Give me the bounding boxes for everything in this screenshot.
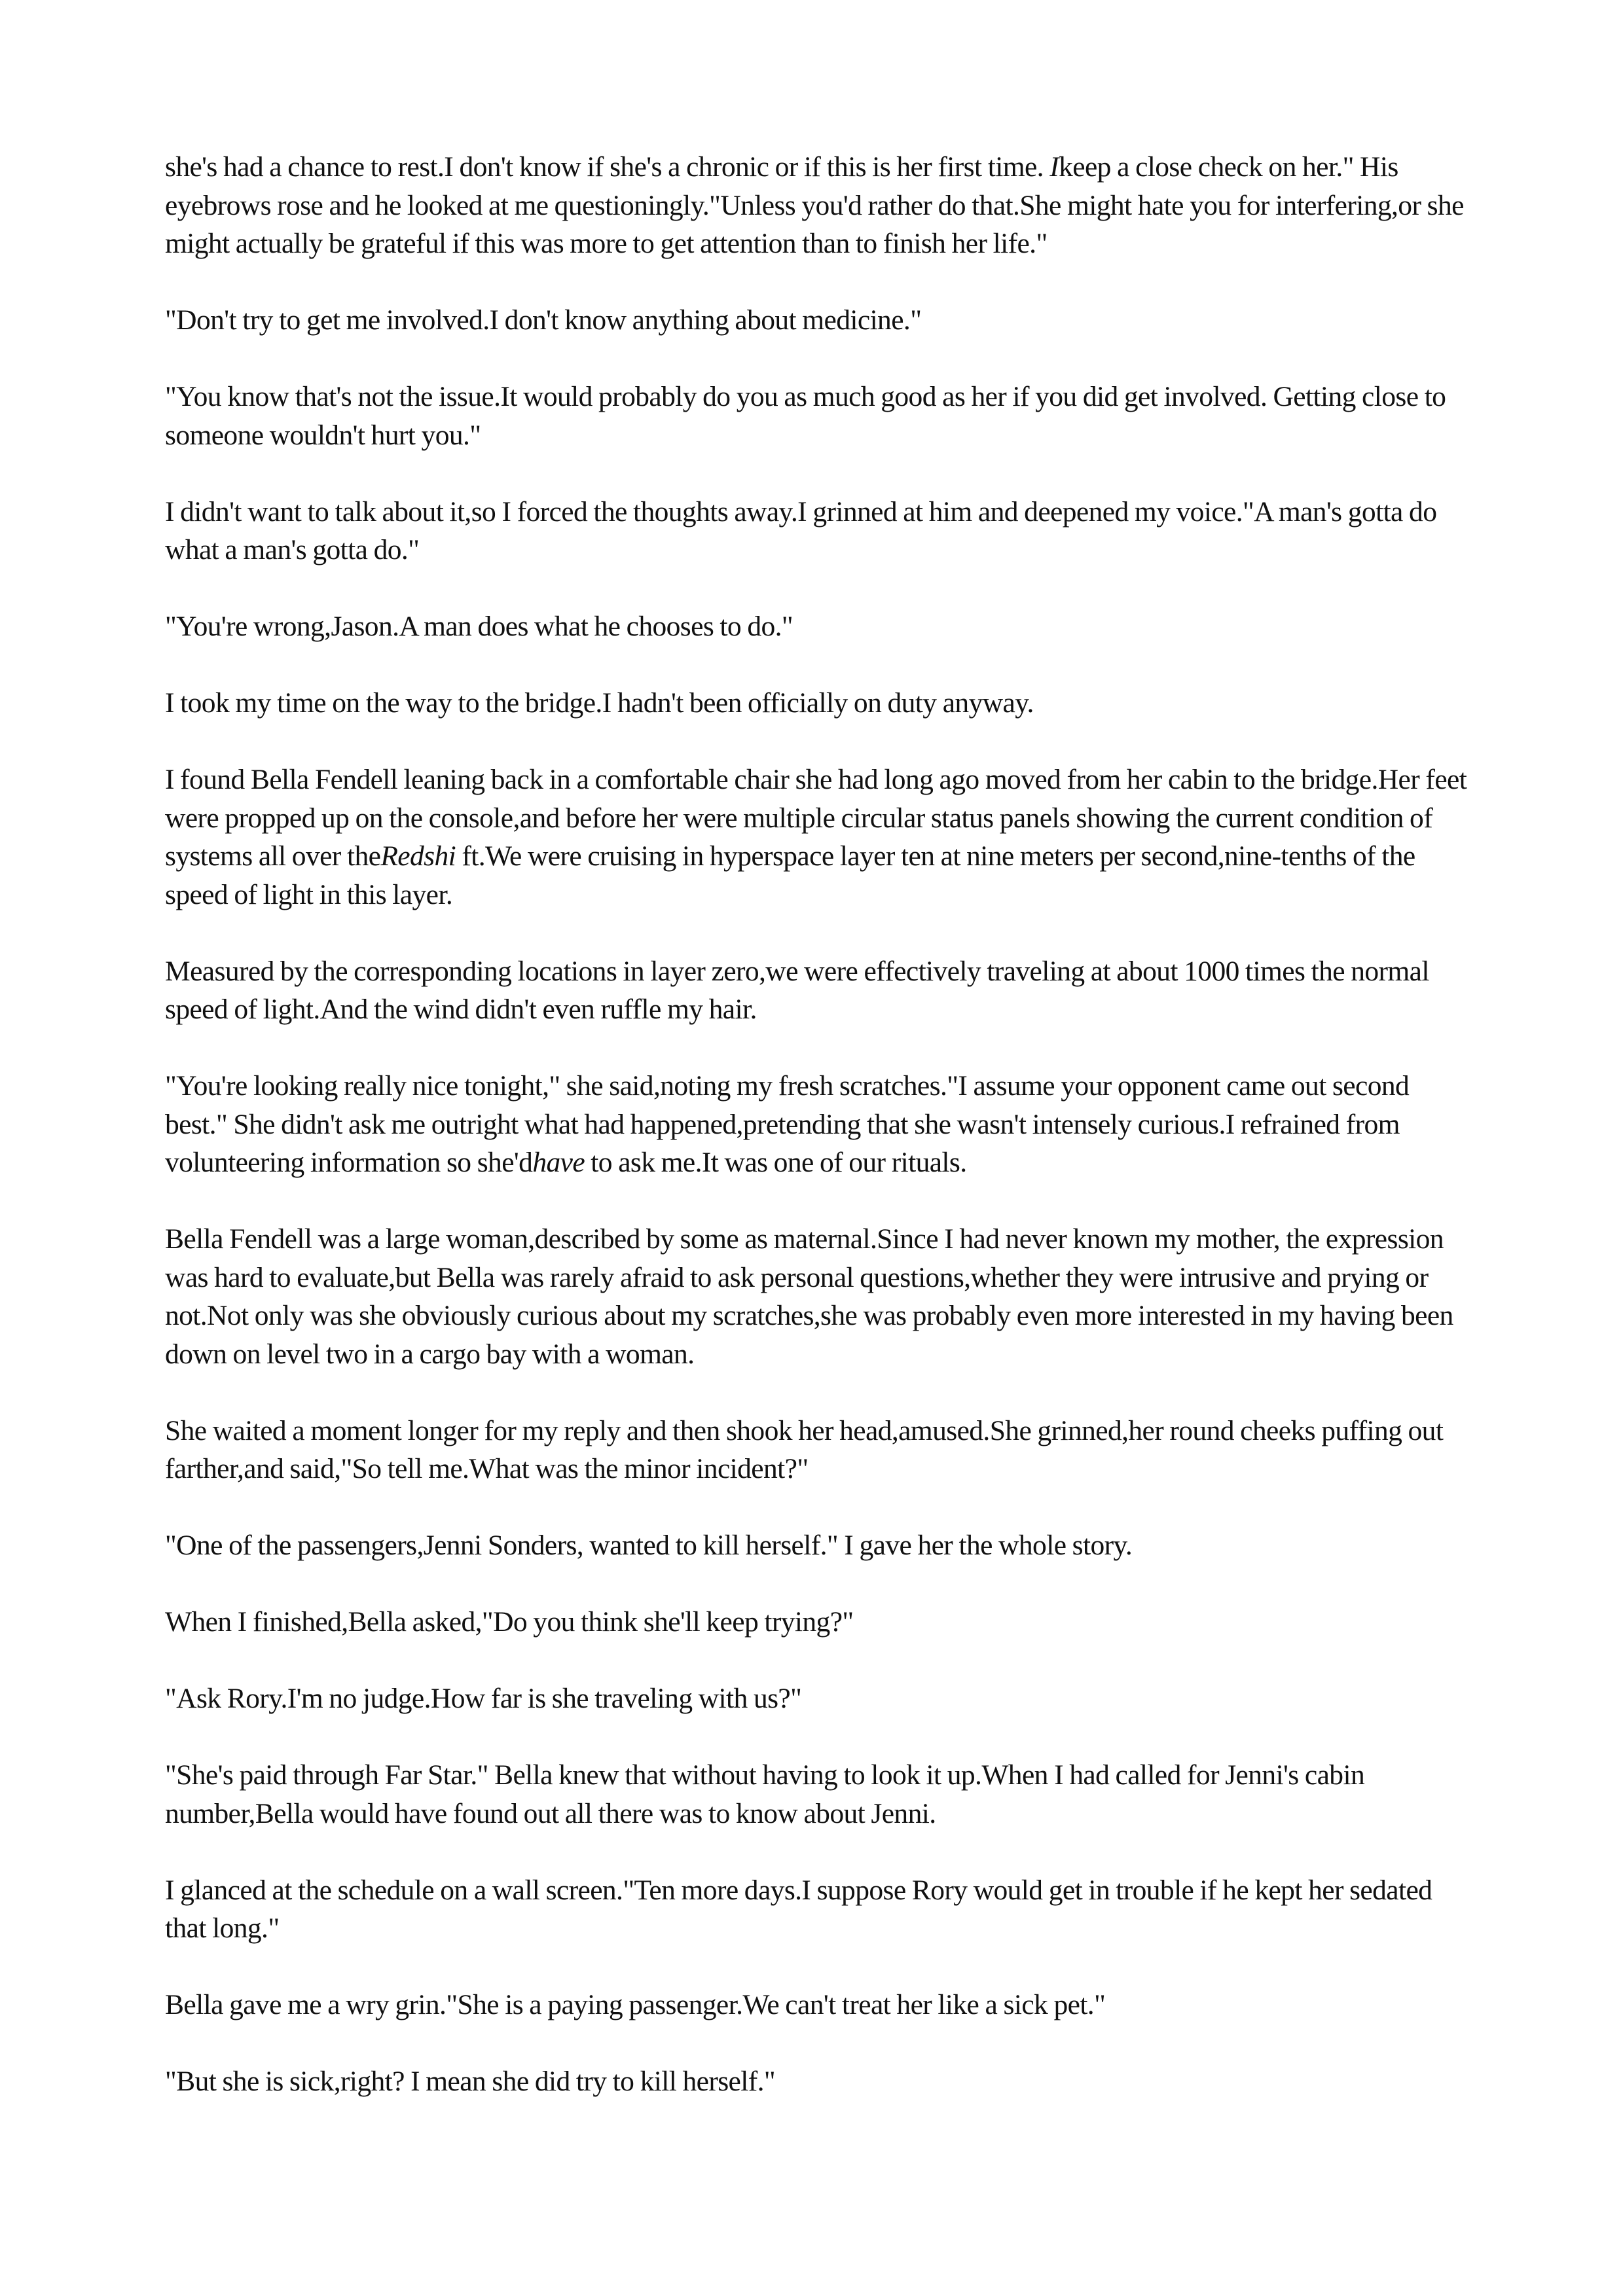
paragraph-text: "But she is sick,right? I mean she did try to kill herself." [165, 2066, 776, 2097]
paragraph-text: She waited a moment longer for my reply and then shook her head,amused.She grinned,her round cheeks puffing out farther,and said,"So tell me.What was the minor incident?" [165, 1414, 1444, 1484]
italic-text: I [1049, 151, 1059, 183]
paragraph-18 [165, 2062, 1468, 2101]
paragraph-text: "Don't try to get me involved.I don't know anything about medicine." [165, 304, 922, 336]
paragraph-15 [165, 1756, 1468, 1833]
paragraph-10 [165, 1220, 1468, 1373]
italic-text: Redshi [380, 840, 456, 872]
paragraph-14 [165, 1679, 1468, 1718]
paragraph-16 [165, 1871, 1468, 1948]
paragraph-text: ft.We were cruising in hyperspace layer ten at nine meters per second,nine-tenths of the speed of light in this layer. [165, 840, 1415, 910]
paragraph-text: "You're wrong,Jason.A man does what he chooses to do." [165, 611, 793, 642]
paragraph-8 [165, 952, 1468, 1029]
paragraph-13 [165, 1603, 1468, 1641]
paragraph-11 [165, 1412, 1468, 1488]
paragraph-17 [165, 1986, 1468, 2024]
paragraph-text: keep a close check on her." His eyebrows rose and he looked at me questioningly."Unless you'd rather do that.She might hate you for interfering,or she might actually be grateful if this was more to get attention than to finish her life." [165, 151, 1464, 259]
paragraph-text: When I finished,Bella asked,"Do you think she'll keep trying?" [165, 1606, 854, 1638]
paragraph-text: "You know that's not the issue.It would probably do you as much good as her if you did get involved. Getting close to someone wouldn't hurt you." [165, 381, 1446, 451]
paragraph-2 [165, 301, 1468, 340]
paragraph-text: Bella gave me a wry grin."She is a paying passenger.We can't treat her like a sick pet." [165, 1989, 1106, 2020]
paragraph-text: "She's paid through Far Star." Bella knew that without having to look it up.When I had called for Jenni's cabin number,Bella would have found out all there was to know about Jenni. [165, 1759, 1365, 1829]
paragraph-3 [165, 378, 1468, 454]
paragraph-text: Bella Fendell was a large woman,described by some as maternal.Since I had never known my mother, the expression was hard to evaluate,but Bella was rarely afraid to ask personal questions,whether they were intrusive and prying or not.Not only was she obviously curious about my scratches,she was probably even more interested in my having been down on level two in a cargo bay with a woman. [165, 1223, 1453, 1370]
paragraph-text: I didn't want to talk about it,so I forced the thoughts away.I grinned at him and deepened my voice."A man's gotta do what a man's gotta do." [165, 495, 1437, 565]
document-page [165, 148, 1468, 2139]
paragraph-text: I glanced at the schedule on a wall screen."Ten more days.I suppose Rory would get in trouble if he kept her sedated that long." [165, 1874, 1432, 1944]
paragraph-6 [165, 684, 1468, 723]
paragraph-text: Measured by the corresponding locations in layer zero,we were effectively traveling at about 1000 times the normal speed of light.And the wind didn't even ruffle my hair. [165, 955, 1429, 1025]
paragraph-text: I found Bella Fendell leaning back in a comfortable chair she had long ago moved from her cabin to the bridge.Her feet were propped up on the console,and before her were multiple circular status panels showing the current condition of systems all over the [165, 764, 1467, 872]
paragraph-text: "Ask Rory.I'm no judge.How far is she traveling with us?" [165, 1683, 802, 1714]
paragraph-text: "One of the passengers,Jenni Sonders, wanted to kill herself." I gave her the whole story. [165, 1530, 1133, 1561]
paragraph-5 [165, 607, 1468, 646]
paragraph-text: she's had a chance to rest.I don't know if she's a chronic or if this is her first time. [165, 151, 1050, 183]
paragraph-text: "You're looking really nice tonight," she said,noting my fresh scratches."I assume your opponent came out second best." She didn't ask me outright what had happened,pretending that she wasn't intensely curious.I refrained from volunteering information so she'd [165, 1070, 1410, 1178]
paragraph-4 [165, 493, 1468, 569]
paragraph-7 [165, 761, 1468, 914]
paragraph-12 [165, 1526, 1468, 1565]
paragraph-1 [165, 148, 1468, 263]
paragraph-9 [165, 1067, 1468, 1182]
paragraph-text: to ask me.It was one of our rituals. [585, 1147, 967, 1178]
paragraph-text: I took my time on the way to the bridge.I hadn't been officially on duty anyway. [165, 687, 1034, 719]
italic-text: have [532, 1147, 585, 1178]
